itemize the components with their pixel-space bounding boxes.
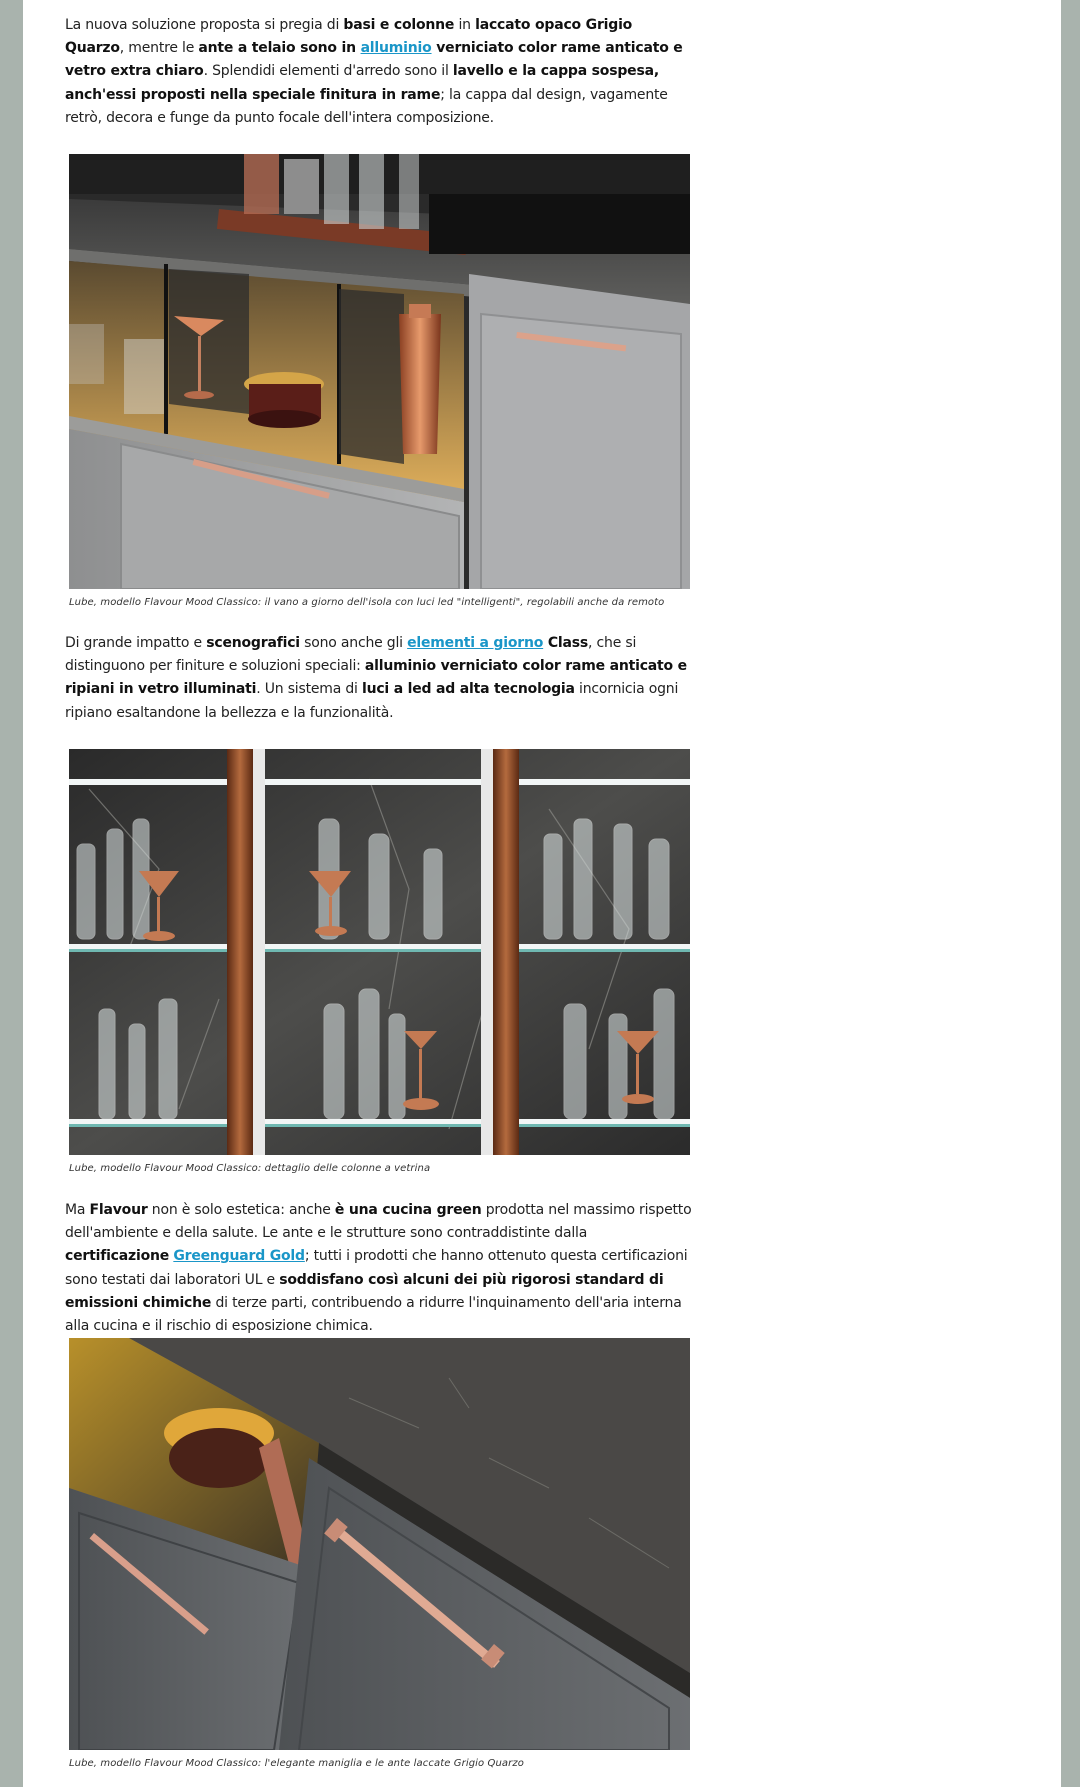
figure-caption: Lube, modello Flavour Mood Classico: il vano a giorno dell'isola con luci led "intelligenti", regolabili anche da remoto [69, 597, 665, 608]
text-span: , mentre le [119, 40, 199, 57]
bold-text: luci a led ad alta tecnologia [361, 681, 575, 698]
text-span: incornicia ogni ripiano esaltandone la bellezza e la funzionalità. [65, 681, 679, 721]
text-span: ; la cappa dal design, vagamente retrò, decora e funge da punto focale dell'intera composizione. [65, 86, 668, 126]
article-paragraph [65, 1199, 695, 1338]
bold-text: certificazione [65, 1248, 170, 1265]
figure-copper-handle [69, 1338, 691, 1769]
figure-glass-cabinet [69, 749, 691, 1174]
inline-link[interactable]: alluminio [360, 40, 432, 57]
article-page [23, 0, 1061, 1787]
figure-caption: Lube, modello Flavour Mood Classico: l'elegante maniglia e le ante laccate Grigio Quarzo [69, 1758, 524, 1769]
text-span: ; tutti i prodotti che hanno ottenuto questa certificazioni sono testati dai laboratori UL e [65, 1248, 688, 1288]
figure-kitchen-island [69, 154, 691, 608]
text-span: Di grande impatto e [65, 635, 207, 651]
bold-text: laccato opaco Grigio Quarzo [65, 17, 633, 57]
text-span: Ma [65, 1202, 90, 1218]
inline-link[interactable]: Greenguard Gold [173, 1248, 305, 1265]
bold-text: soddisfano così alcuni dei più rigorosi standard di emissioni chimiche [65, 1271, 664, 1311]
bold-text: ante a telaio sono in [198, 40, 361, 57]
bold-text: Flavour [89, 1202, 148, 1218]
bold-text: alluminio verniciato color rame anticato e ripiani in vetro illuminati [65, 658, 687, 698]
bold-text: basi e colonne [343, 17, 455, 33]
bold-text: scenografici [206, 635, 300, 651]
text-span: . Splendidi elementi d'arredo sono il [203, 63, 453, 80]
text-span: sono anche gli [299, 635, 408, 651]
inline-link[interactable]: elementi a giorno [407, 635, 544, 651]
text-span: La nuova soluzione proposta si pregia di [65, 17, 344, 33]
text-span: prodotta nel massimo rispetto dell'ambiente e della salute. Le ante e le strutture sono contraddistinte dalla [65, 1202, 692, 1242]
text-span: . Un sistema di [256, 681, 362, 698]
figure-caption: Lube, modello Flavour Mood Classico: dettaglio delle colonne a vetrina [69, 1163, 431, 1174]
article-paragraph [65, 632, 695, 725]
bold-text: è una cucina green [334, 1202, 482, 1218]
text-span: di terze parti, contribuendo a ridurre l'inquinamento dell'aria interna alla cucina e il rischio di esposizione chimica. [65, 1294, 682, 1335]
text-span: , che si distinguono per finiture e soluzioni speciali: [65, 635, 637, 675]
bold-text: Class [543, 635, 589, 651]
text-span: in [454, 17, 476, 33]
copper-handle-photo [69, 1338, 690, 1750]
text-span: non è solo estetica: anche [147, 1202, 335, 1218]
kitchen-island-photo [69, 154, 690, 589]
article-paragraph [65, 14, 695, 130]
bold-text: verniciato color rame anticato e vetro extra chiaro [65, 40, 683, 80]
bold-text: lavello e la cappa sospesa, anch'essi proposti nella speciale finitura in rame [65, 63, 659, 103]
glass-cabinet-photo [69, 749, 690, 1155]
